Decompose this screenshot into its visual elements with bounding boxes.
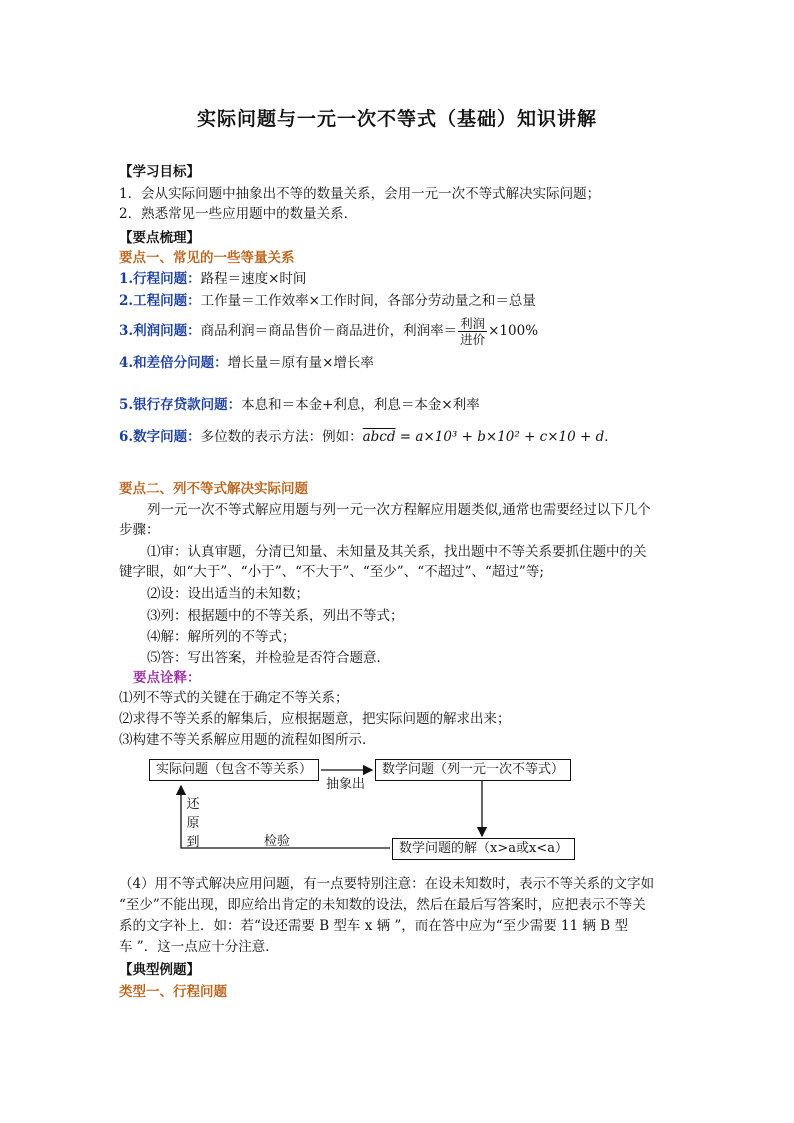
point1-title: 要点一、常见的一些等量关系 bbox=[119, 250, 295, 266]
fraction-numerator: 利润 bbox=[460, 316, 486, 331]
page-title: 实际问题与一元一次不等式（基础）知识讲解 bbox=[196, 108, 597, 130]
step-2: ⑵设：设出适当的未知数； bbox=[147, 586, 309, 602]
item-text: 本息和＝本金+利息，利息＝本金×利率 bbox=[241, 397, 480, 413]
digit-formula: = a×10³ + b×10² + c×10 + d bbox=[395, 429, 605, 445]
note4-line-3: 系的文字补上．如：若“设还需要 B 型车 x 辆 ”，而在答中应为“至少需要 11 辆 B 型 bbox=[119, 918, 628, 934]
note4-line-1: （4）用不等式解决应用问题，有一点要特别注意：在设未知数时，表示不等关系的文字如 bbox=[119, 876, 655, 892]
item-text: 多位数的表示方法：例如： bbox=[200, 429, 363, 445]
back-label-3: 到 bbox=[186, 835, 200, 850]
point2-title: 要点二、列不等式解决实际问题 bbox=[119, 481, 308, 497]
note-3: ⑶构建不等关系解应用题的流程如图所示． bbox=[119, 732, 376, 748]
step-5: ⑸答：写出答案，并检验是否符合题意． bbox=[147, 650, 390, 666]
digits-overline: abcd bbox=[362, 429, 396, 445]
flow-box-solution: 数学问题的解（x>a或x<a） bbox=[392, 838, 575, 860]
flow-box-real-problem: 实际问题（包含不等关系） bbox=[149, 759, 319, 781]
point2-intro-2: 步骤： bbox=[119, 522, 160, 538]
item-text: 工作量＝工作效率×工作时间，各部分劳动量之和＝总量 bbox=[200, 293, 536, 309]
outline-header: 【要点梳理】 bbox=[119, 230, 200, 246]
note-1: ⑴列不等式的关键在于确定不等关系； bbox=[119, 690, 349, 706]
step-3: ⑶列：根据题中的不等关系，列出不等式； bbox=[147, 608, 404, 624]
goal-item-1: 1．会从实际问题中抽象出不等的数量关系，会用一元一次不等式解决实际问题； bbox=[119, 186, 601, 202]
item-label: 5.银行存贷款问题： bbox=[119, 397, 242, 413]
flow-box-math-problem: 数学问题（列一元一次不等式） bbox=[375, 759, 571, 781]
note-2: ⑵求得不等关系的解集后，应根据题意，把实际问题的解求出来； bbox=[119, 711, 511, 727]
item-text: 增长量＝原有量×增长率 bbox=[227, 355, 374, 371]
item-label: 3.利润问题： bbox=[119, 323, 201, 339]
fraction-denominator: 进价 bbox=[460, 332, 486, 347]
item-label: 1.行程问题： bbox=[119, 271, 201, 287]
note4-line-4: 车 ”．这一点应十分注意． bbox=[119, 939, 279, 955]
goal-item-2: 2．熟悉常见一些应用题中的数量关系． bbox=[119, 206, 358, 222]
notes-title: 要点诠释： bbox=[133, 670, 201, 686]
back-label-2: 原 bbox=[186, 816, 200, 831]
item-label: 4.和差倍分问题： bbox=[119, 355, 228, 371]
formula-end: ． bbox=[604, 429, 618, 445]
item-text: 商品利润＝商品售价－商品进价，利润率＝ bbox=[200, 323, 458, 339]
point2-intro-1: 列一元一次不等式解应用题与列一元一次方程解应用题类似,通常也需要经过以下几个 bbox=[147, 502, 651, 518]
type1-title: 类型一、行程问题 bbox=[119, 984, 227, 1000]
step-4: ⑷解：解所列的不等式； bbox=[147, 629, 296, 645]
note4-line-2: “至少”不能出现，即应给出肯定的未知数的设法，然后在最后写答案时，应把表示不等关 bbox=[119, 897, 646, 913]
item-text: 路程＝速度×时间 bbox=[200, 271, 307, 287]
back-label-1: 还 bbox=[186, 797, 200, 812]
step-1a: ⑴审：认真审题，分清已知量、未知量及其关系，找出题中不等关系要抓住题中的关 bbox=[147, 544, 647, 560]
fraction-tail: ×100% bbox=[488, 323, 539, 339]
step-1b: 键字眼，如“大于”、“小于”、“不大于”、“至少”、“不超过”、“超过”等; bbox=[119, 564, 544, 580]
goals-header: 【学习目标】 bbox=[119, 164, 200, 180]
abstract-label: 抽象出 bbox=[326, 777, 366, 792]
check-label: 检验 bbox=[264, 834, 291, 849]
examples-header: 【典型例题】 bbox=[119, 962, 200, 978]
item-label: 6.数字问题： bbox=[119, 429, 201, 445]
item-label: 2.工程问题： bbox=[119, 293, 201, 309]
